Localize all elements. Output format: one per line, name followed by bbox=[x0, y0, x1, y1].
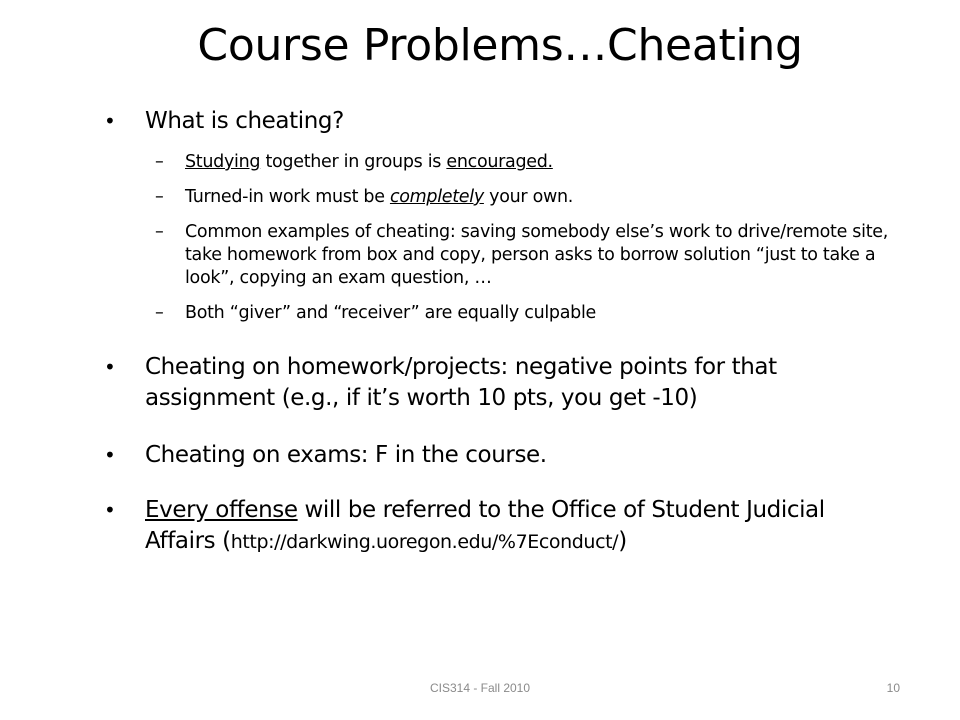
bullet-icon: • bbox=[104, 109, 116, 133]
bullet-text: What is cheating? bbox=[145, 108, 344, 134]
sub-text: Both “giver” and “receiver” are equally culpable bbox=[185, 303, 596, 323]
underlined-every-offense: Every offense bbox=[145, 497, 298, 523]
bullet-icon: • bbox=[104, 498, 116, 522]
bullet-homework-cheating bbox=[100, 352, 900, 414]
bullet-text: Cheating on exams: F in the course. bbox=[145, 442, 547, 468]
dash-icon: – bbox=[155, 152, 164, 172]
emphasized-completely: completely bbox=[389, 187, 484, 207]
sub-text: your own. bbox=[483, 187, 574, 207]
bullet-icon: • bbox=[104, 355, 116, 379]
sub-text: Turned-in work must be bbox=[185, 187, 390, 207]
conduct-url: http://darkwing.uoregon.edu/%7Econduct/ bbox=[230, 531, 619, 553]
bullet-text: ) bbox=[618, 528, 627, 554]
sub-bullet-both bbox=[100, 302, 900, 325]
bullet-text: Cheating on homework/projects: negative points for that assignment (e.g., if it’s worth 10 pts, you get -10) bbox=[145, 354, 777, 411]
slide-body bbox=[100, 100, 900, 558]
sub-text: together in groups is bbox=[260, 152, 447, 172]
page-number: 10 bbox=[886, 681, 900, 695]
underlined-encouraged: encouraged. bbox=[446, 152, 553, 172]
dash-icon: – bbox=[155, 187, 164, 207]
sub-text: Common examples of cheating: saving somebody else’s work to drive/remote site, take homework from box and copy, person asks to borrow solution “just to take a look”, copying an exam question, … bbox=[185, 222, 888, 288]
slide-title: Course Problems…Cheating bbox=[197, 20, 803, 71]
bullet-what-is-cheating bbox=[100, 106, 900, 137]
bullet-every-offense bbox=[100, 495, 900, 558]
bullet-text: will be referred to the Office of Student Judicial Affairs ( bbox=[145, 497, 825, 554]
underlined-studying: Studying bbox=[185, 152, 261, 172]
footer-course: CIS314 - Fall 2010 bbox=[429, 681, 531, 695]
bullet-icon: • bbox=[104, 443, 116, 467]
dash-icon: – bbox=[155, 222, 164, 242]
sub-bullet-turned-in bbox=[100, 186, 900, 209]
bullet-exam-cheating bbox=[100, 440, 900, 471]
dash-icon: – bbox=[155, 303, 164, 323]
sub-bullet-studying bbox=[100, 151, 900, 174]
sub-bullet-examples bbox=[100, 221, 900, 290]
